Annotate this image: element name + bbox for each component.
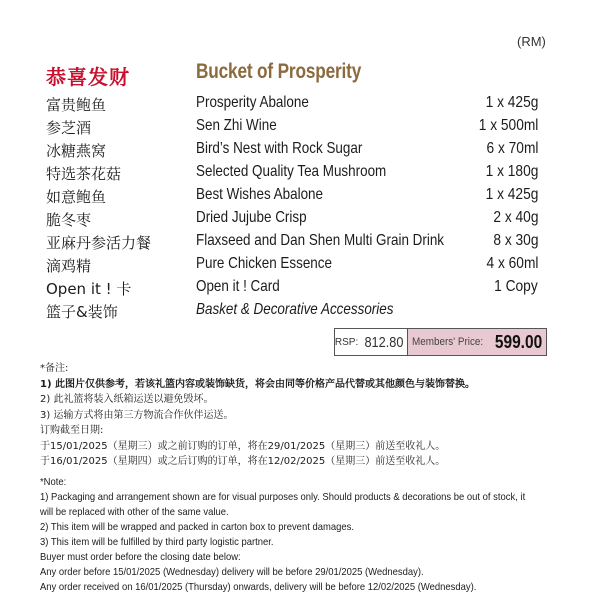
- list-item: [0, 207, 600, 230]
- notes-en-line: 3) This item will be fulfilled by third party logistic partner.: [40, 536, 274, 548]
- item-name-en: Flaxseed and Dan Shen Multi Grain Drink: [196, 232, 445, 249]
- item-name-en: Pure Chicken Essence: [196, 255, 332, 272]
- list-item: [0, 253, 600, 276]
- item-name-cn: 篮子&装饰: [46, 303, 118, 321]
- notes-en-line: Any order before 15/01/2025 (Wednesday) delivery will be before 29/01/2025 (Wednesday).: [40, 566, 424, 578]
- item-name-cn: Open it ! 卡: [46, 280, 132, 298]
- list-item: [0, 161, 600, 184]
- item-name-en: Best Wishes Abalone: [196, 186, 324, 203]
- item-quantity: 2 x 40g: [492, 209, 538, 226]
- item-quantity: 1 x 425g: [485, 94, 538, 111]
- item-quantity: 1 Copy: [494, 278, 538, 295]
- item-name-en: Dried Jujube Crisp: [196, 209, 307, 226]
- item-name-cn: 特选茶花菇: [46, 165, 122, 183]
- item-quantity: 1 x 425g: [485, 186, 538, 203]
- item-name-en: Prosperity Abalone: [196, 94, 309, 111]
- item-list: [0, 92, 600, 322]
- notes-cn-deadline-line: 于16/01/2025（星期四）或之后订购的订单，将在12/02/2025（星期三）前送至收礼人。: [40, 456, 446, 467]
- item-quantity: 1 x 500ml: [478, 117, 538, 134]
- item-name-en: Sen Zhi Wine: [196, 117, 277, 134]
- item-quantity: 8 x 30g: [492, 232, 538, 249]
- list-item: [0, 299, 600, 322]
- item-name-en: Open it ! Card: [196, 278, 280, 295]
- list-item: [0, 115, 600, 138]
- notes-cn-line: 1) 此图片仅供参考，若该礼篮内容或装饰缺货，将会由同等价格产品代替或其他颜色与装饰替换。: [40, 378, 476, 390]
- item-quantity: 4 x 60ml: [485, 255, 538, 272]
- item-name-en: Bird’s Nest with Rock Sugar: [196, 140, 363, 157]
- item-name-en: Selected Quality Tea Mushroom: [196, 163, 387, 180]
- item-quantity: 6 x 70ml: [485, 140, 538, 157]
- notes-en-line: Any order received on 16/01/2025 (Thursday) onwards, delivery will be before 12/02/2025 (Wednesday).: [40, 581, 477, 593]
- list-item: [0, 230, 600, 253]
- item-name-en: Basket & Decorative Accessories: [196, 301, 394, 318]
- item-name-cn: 亚麻丹参活力餐: [46, 234, 152, 252]
- members-price-label: Members' Price:: [411, 336, 484, 348]
- notes-en-line: 2) This item will be wrapped and packed in carton box to prevent damages.: [40, 521, 354, 533]
- rsp-value: 812.80: [364, 333, 404, 351]
- notes-en-line: Buyer must order before the closing date below:: [40, 551, 241, 563]
- notes-english: [40, 475, 580, 595]
- notes-cn-line: 3) 运输方式将由第三方物流合作伙伴运送。: [40, 409, 234, 421]
- list-item: [0, 92, 600, 115]
- item-name-cn: 如意鲍鱼: [46, 188, 107, 206]
- notes-cn-deadline-heading: 订购截至日期:: [40, 425, 104, 436]
- members-price: [408, 329, 546, 355]
- list-item: [0, 276, 600, 299]
- item-name-cn: 参芝酒: [46, 119, 92, 137]
- rsp-price: [335, 329, 408, 355]
- members-price-value: 599.00: [494, 331, 543, 352]
- rsp-label: RSP:: [334, 336, 359, 348]
- item-name-cn: 滴鸡精: [46, 257, 92, 275]
- item-name-cn: 富贵鲍鱼: [46, 96, 107, 114]
- item-name-cn: 脆冬枣: [46, 211, 92, 229]
- title-chinese: 恭喜发财: [46, 65, 130, 89]
- notes-cn-line: 2) 此礼篮将装入纸箱运送以避免毁坏。: [40, 394, 214, 405]
- notes-en-line: will be replaced with other of the same value.: [40, 506, 229, 518]
- currency-label: (RM): [517, 34, 546, 49]
- list-item: [0, 138, 600, 161]
- item-quantity: 1 x 180g: [485, 163, 538, 180]
- price-box: [334, 328, 547, 356]
- notes-chinese: [40, 361, 580, 470]
- item-name-cn: 冰糖燕窝: [46, 142, 107, 160]
- list-item: [0, 184, 600, 207]
- notes-cn-heading: *备注:: [40, 363, 69, 374]
- title-english: Bucket of Prosperity: [196, 60, 362, 83]
- notes-en-line: 1) Packaging and arrangement shown are for visual purposes only. Should products & decorations be out of stock, it: [40, 491, 526, 503]
- notes-cn-deadline-line: 于15/01/2025（星期三）或之前订购的订单，将在29/01/2025（星期三）前送至收礼人。: [40, 440, 446, 452]
- notes-en-heading: *Note:: [40, 476, 67, 488]
